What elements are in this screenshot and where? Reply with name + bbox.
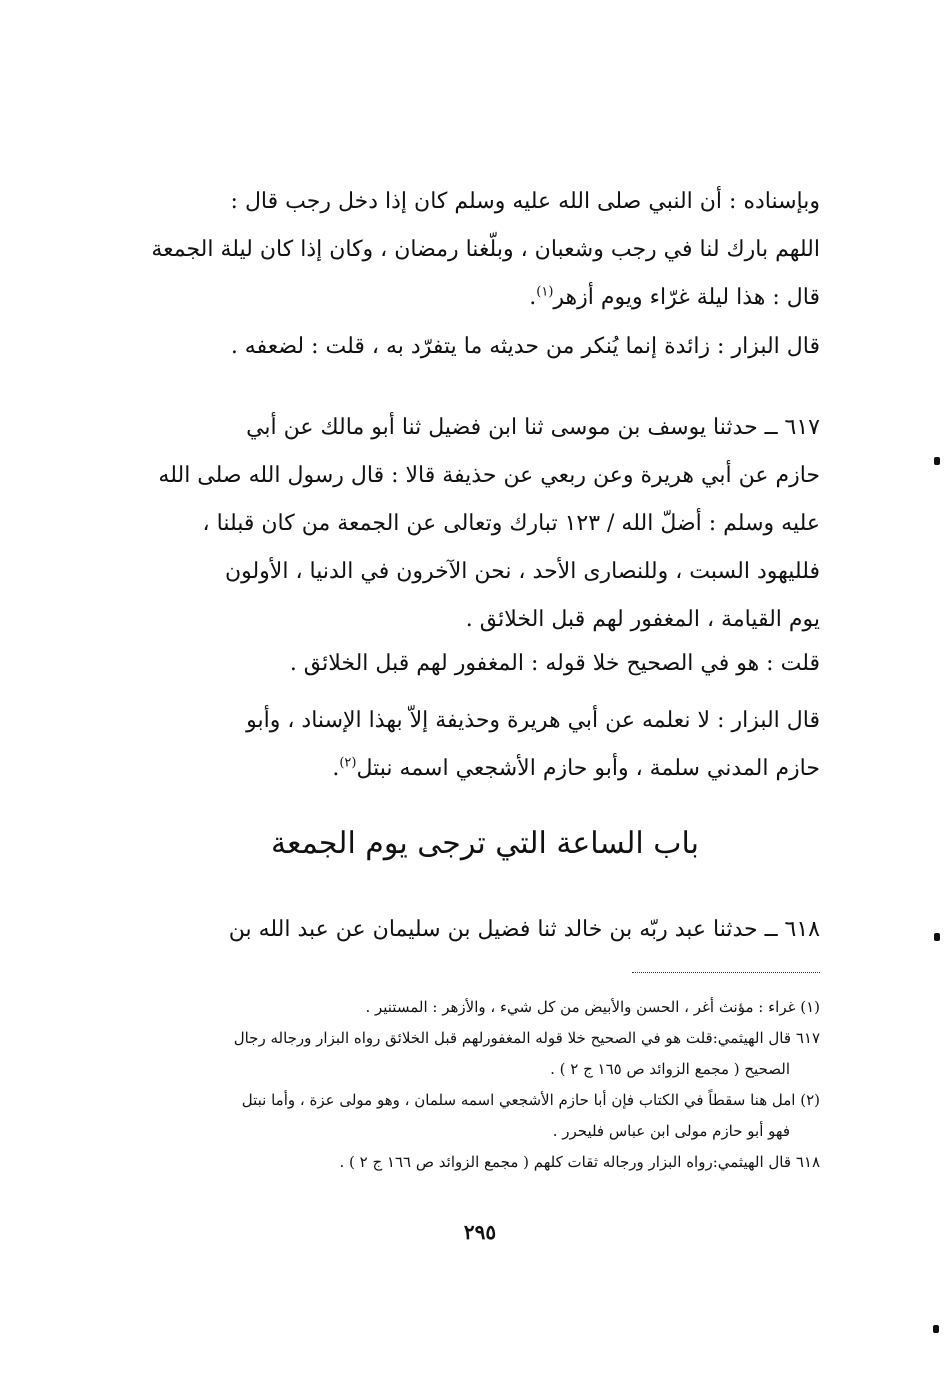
text-line: حازم عن أبي هريرة وعن ربعي عن حذيفة قالا : قال رسول الله صلى الله [158, 463, 820, 488]
footnote-line: الصحيح ( مجمع الزوائد ص ١٦٥ ج ٢ ) . [550, 1060, 790, 1078]
paragraph-bazzar-isnad [150, 697, 820, 793]
footnote-line: (٢) امل هنا سقطاً في الكتاب فإن أبا حازم الأشجعي اسمه سلمان ، وهو مولى عزة ، وأما نبتل [241, 1091, 820, 1109]
section-heading: باب الساعة التي ترجى يوم الجمعة [271, 826, 699, 861]
text-line: اللهم بارك لنا في رجب وشعبان ، وبلّغنا رمضان ، وكان إذا كان ليلة الجمعة [151, 237, 820, 262]
text-line: ٦١٨ ــ حدثنا عبد ربّه بن خالد ثنا فضيل بن سليمان عن عبد الله بن [228, 917, 820, 942]
text-line: قال البزار : زائدة إنما يُنكر من حديثه ما يتفرّد به ، قلت : لضعفه . [230, 334, 820, 359]
footnote-divider [632, 972, 820, 973]
scan-mark [933, 1325, 939, 1333]
paragraph-qultu [150, 640, 820, 688]
text-fragment: حازم المدني سلمة ، وأبو حازم الأشجعي اسمه نبتل [356, 756, 820, 781]
text-line: عليه وسلم : أضلّ الله / ١٢٣ تبارك وتعالى عن الجمعة من كان قبلنا ، [202, 511, 820, 536]
footnote-ref: (٢) [339, 755, 357, 771]
text-line: وبإسناده : أن النبي صلى الله عليه وسلم كان إذا دخل رجب قال : [230, 189, 820, 214]
text-line: فلليهود السبت ، وللنصارى الأحد ، نحن الآخرون في الدنيا ، الأولون [224, 559, 820, 584]
text-fragment: . [529, 285, 537, 310]
page-number: ٢٩٥ [463, 1220, 497, 1244]
footnote-line: ٦١٨ قال الهيثمي:رواه البزار ورجاله ثقات كلهم ( مجمع الزوائد ص ١٦٦ ج ٢ ) . [339, 1153, 820, 1171]
footnotes [150, 992, 820, 1178]
text-line: يوم القيامة ، المغفور لهم قبل الخلائق . [465, 607, 820, 632]
hadith-618 [150, 906, 820, 954]
text-line [150, 745, 820, 793]
footnote-line: فهو أبو حازم مولى ابن عباس فليحرر . [552, 1122, 790, 1140]
paragraph-isnad [150, 178, 820, 322]
footnote-line: (١) غراء : مؤنث أغر ، الحسن والأبيض من كل شيء ، والأزهر : المستنير . [365, 998, 820, 1016]
footnote-line: ٦١٧ قال الهيثمي:قلت هو في الصحيح خلا قوله المغفورلهم قبل الخلائق رواه البزار ورجاله رجال [233, 1029, 820, 1047]
scan-mark [934, 933, 940, 941]
scan-mark [934, 457, 940, 465]
text-line: قلت : هو في الصحيح خلا قوله : المغفور لهم قبل الخلائق . [289, 651, 820, 676]
footnote-ref: (١) [536, 284, 554, 300]
text-line: ٦١٧ ــ حدثنا يوسف بن موسى ثنا ابن فضيل ثنا أبو مالك عن أبي [246, 415, 820, 440]
text-fragment: . [332, 756, 340, 781]
hadith-617 [150, 404, 820, 644]
text-line [150, 274, 820, 322]
paragraph-bazzar-comment [150, 323, 820, 371]
text-line: قال البزار : لا نعلمه عن أبي هريرة وحذيفة إلاّ بهذا الإسناد ، وأبو [246, 708, 820, 733]
text-fragment: قال : هذا ليلة غرّاء ويوم أزهر [553, 285, 820, 310]
